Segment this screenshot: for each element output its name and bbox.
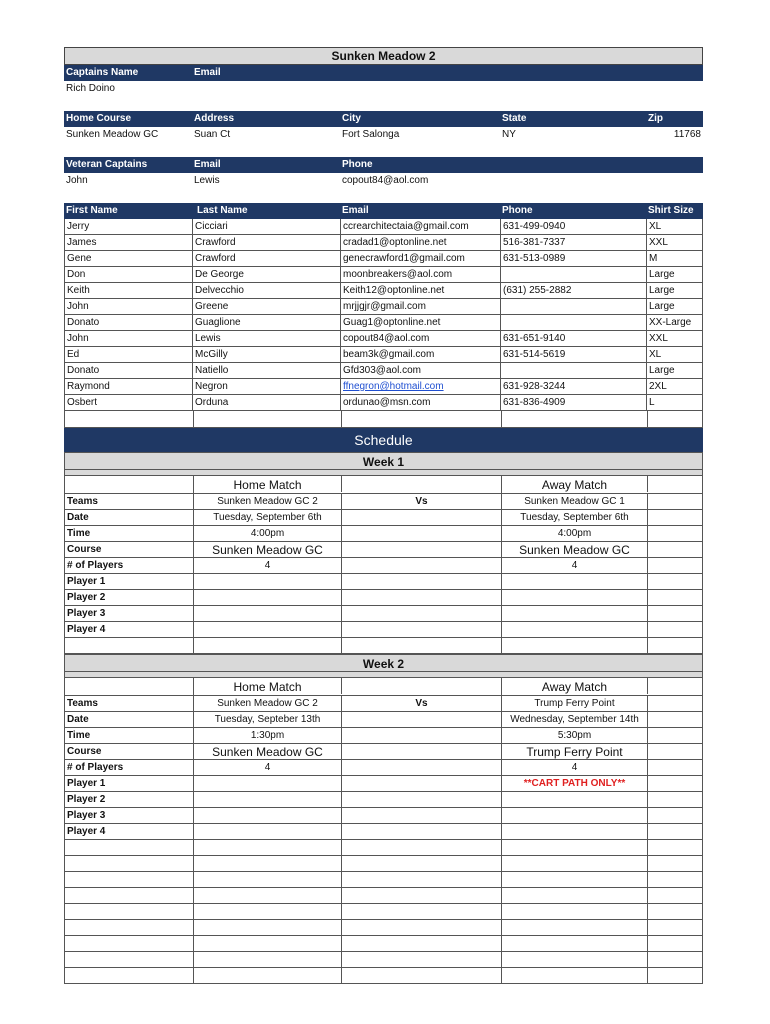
home-value: 1:30pm [193, 728, 341, 744]
away-value: 5:30pm [501, 728, 647, 744]
last-name-cell: Orduna [192, 395, 340, 411]
first-name-header: First Name [66, 205, 118, 216]
schedule-row [64, 590, 703, 606]
blank-cell [341, 638, 501, 654]
phone-header: Phone [502, 205, 533, 216]
veteran-email-header: Email [194, 159, 221, 170]
schedule-weeks [64, 452, 703, 840]
home-value [193, 622, 341, 638]
blank-cell [647, 696, 704, 712]
last-name-header: Last Name [197, 205, 248, 216]
first-name-cell: Ed [64, 347, 192, 363]
table-row [64, 347, 702, 363]
blank-cell [647, 678, 704, 694]
vs-label: Vs [341, 696, 501, 712]
blank-row [64, 936, 703, 952]
email-cell: cradad1@optonline.net [340, 235, 500, 251]
schedule-row [64, 558, 703, 574]
veteran-header [64, 157, 703, 173]
away-value [501, 824, 647, 840]
away-match-label: Away Match [501, 476, 647, 494]
schedule-row-label: Time [67, 528, 91, 539]
state: NY [502, 129, 516, 140]
shirt-size-cell: Large [646, 299, 703, 315]
blank-cell [501, 638, 647, 654]
blank-cell [341, 526, 501, 542]
schedule-row [64, 760, 703, 776]
shirt-size-cell: XL [646, 219, 703, 235]
first-name-cell: Keith [64, 283, 192, 299]
last-name-cell: De George [192, 267, 340, 283]
last-name-cell: McGilly [192, 347, 340, 363]
course-header [64, 111, 703, 127]
email-cell: beam3k@gmail.com [340, 347, 500, 363]
table-row [64, 267, 702, 283]
schedule-row [64, 606, 703, 622]
phone-cell: 631-514-5619 [500, 347, 646, 363]
schedule-row [64, 494, 703, 510]
email-cell: copout84@aol.com [340, 331, 500, 347]
blank-cell [647, 792, 704, 808]
blank-cell [341, 776, 501, 792]
away-value: Sunken Meadow GC 1 [501, 494, 647, 510]
roster-spacer-row [64, 411, 703, 428]
blank-cell [647, 808, 704, 824]
blank-cell [341, 808, 501, 824]
away-value [501, 606, 647, 622]
blank-cell [341, 574, 501, 590]
schedule-row [64, 792, 703, 808]
schedule-row [64, 526, 703, 542]
last-name-cell: Greene [192, 299, 340, 315]
phone-cell [500, 363, 646, 379]
schedule-row [64, 712, 703, 728]
last-name-cell: Crawford [192, 251, 340, 267]
blank-cell [341, 622, 501, 638]
schedule-row-label: Player 4 [67, 624, 106, 635]
away-value [501, 808, 647, 824]
blank-cell [341, 606, 501, 622]
match-header-row [64, 678, 703, 696]
blank-cell [647, 728, 704, 744]
away-value: Trump Ferry Point [501, 744, 647, 760]
away-value: Tuesday, September 6th [501, 510, 647, 526]
shirt-size-cell: XXL [646, 235, 703, 251]
schedule-row [64, 808, 703, 824]
week-label: Week 2 [64, 654, 703, 672]
table-row [64, 331, 702, 347]
home-value: 4 [193, 760, 341, 776]
home-value: Tuesday, September 6th [193, 510, 341, 526]
sheet-title: Sunken Meadow 2 [64, 47, 703, 65]
schedule-row-label: Player 4 [67, 826, 106, 837]
phone-cell: 631-651-9140 [500, 331, 646, 347]
blank-row [64, 968, 703, 984]
home-match-label: Home Match [193, 476, 341, 494]
first-name-cell: John [64, 299, 192, 315]
table-row [64, 315, 702, 331]
away-value: 4 [501, 760, 647, 776]
email-cell: Gfd303@aol.com [340, 363, 500, 379]
away-value: Trump Ferry Point [501, 696, 647, 712]
course-row [64, 127, 703, 143]
blank-cell [341, 542, 501, 558]
home-match-label: Home Match [193, 678, 341, 696]
schedule-row [64, 824, 703, 840]
blank-cell [647, 622, 704, 638]
away-value: Sunken Meadow GC [501, 542, 647, 558]
home-value [193, 590, 341, 606]
shirt-size-cell: XL [646, 347, 703, 363]
home-value [193, 824, 341, 840]
home-value: 4:00pm [193, 526, 341, 542]
shirt-size-cell: L [646, 395, 703, 411]
roster-header [64, 203, 703, 219]
zip-header: Zip [648, 113, 663, 124]
veteran-third: copout84@aol.com [342, 175, 429, 186]
blank-cell [647, 542, 704, 558]
blank-row [64, 856, 703, 872]
blank-cell [647, 712, 704, 728]
schedule-row-label: # of Players [67, 762, 124, 773]
veteran-phone-header: Phone [342, 159, 373, 170]
home-value: Sunken Meadow GC [193, 542, 341, 558]
schedule-row-label: Teams [67, 496, 98, 507]
captains-email-header: Email [194, 67, 221, 78]
blank-cell [65, 678, 193, 694]
table-row [64, 379, 702, 395]
blank-cell [647, 494, 704, 510]
schedule-row-label: Player 2 [67, 592, 106, 603]
first-name-cell: Donato [64, 363, 192, 379]
blank-cell [647, 760, 704, 776]
home-value: Sunken Meadow GC 2 [193, 696, 341, 712]
away-value [501, 590, 647, 606]
phone-cell: (631) 255-2882 [500, 283, 646, 299]
blank-cell [647, 824, 704, 840]
email-cell: genecrawford1@gmail.com [340, 251, 500, 267]
phone-cell: 516-381-7337 [500, 235, 646, 251]
last-name-cell: Lewis [192, 331, 340, 347]
schedule-row [64, 728, 703, 744]
home-value [193, 808, 341, 824]
match-header-row [64, 476, 703, 494]
blank-cell [647, 744, 704, 760]
email-cell: moonbreakers@aol.com [340, 267, 500, 283]
schedule-row [64, 510, 703, 526]
schedule-row-label: Course [67, 746, 102, 757]
sheet [64, 47, 703, 984]
blank-cell [65, 638, 193, 654]
schedule-row-label: Course [67, 544, 102, 555]
captains-row [64, 81, 703, 97]
blank-cell [341, 510, 501, 526]
first-name-cell: Osbert [64, 395, 192, 411]
away-value: Wednesday, September 14th [501, 712, 647, 728]
phone-cell: 631-928-3244 [500, 379, 646, 395]
schedule-row [64, 574, 703, 590]
city-header: City [342, 113, 361, 124]
blank-cell [647, 510, 704, 526]
veteran-row [64, 173, 703, 189]
last-name-cell: Negron [192, 379, 340, 395]
first-name-cell: Gene [64, 251, 192, 267]
shirt-size-header: Shirt Size [648, 205, 694, 216]
blank-row [64, 920, 703, 936]
table-row [64, 363, 702, 379]
blank-cell [647, 558, 704, 574]
last-name-cell: Crawford [192, 235, 340, 251]
blank-row [64, 840, 703, 856]
schedule-row [64, 744, 703, 760]
blank-cell [341, 476, 501, 492]
table-row [64, 299, 702, 315]
home-value [193, 792, 341, 808]
away-value [501, 792, 647, 808]
first-name-cell: Raymond [64, 379, 192, 395]
home-course-header: Home Course [66, 113, 132, 124]
veteran-first: John [66, 175, 88, 186]
phone-cell: 631-836-4909 [500, 395, 646, 411]
last-name-cell: Natiello [192, 363, 340, 379]
home-value: 4 [193, 558, 341, 574]
home-value [193, 776, 341, 792]
phone-cell [500, 315, 646, 331]
first-name-cell: John [64, 331, 192, 347]
blank-cell [341, 792, 501, 808]
blank-cell [647, 526, 704, 542]
phone-cell [500, 267, 646, 283]
home-course: Sunken Meadow GC [66, 129, 159, 140]
blank-cell [647, 776, 704, 792]
captain-email [192, 81, 342, 97]
blank-cell [647, 606, 704, 622]
schedule-row-label: # of Players [67, 560, 124, 571]
first-name-cell: Don [64, 267, 192, 283]
first-name-cell: Donato [64, 315, 192, 331]
schedule-row-label: Player 2 [67, 794, 106, 805]
last-name-cell: Delvecchio [192, 283, 340, 299]
email-cell: ordunao@msn.com [340, 395, 500, 411]
away-value [501, 622, 647, 638]
phone-cell: 631-513-0989 [500, 251, 646, 267]
first-name-cell: Jerry [64, 219, 192, 235]
email-cell: Guag1@optonline.net [340, 315, 500, 331]
schedule-title: Schedule [64, 428, 703, 452]
email-cell: Keith12@optonline.net [340, 283, 500, 299]
state-header: State [502, 113, 527, 124]
away-value [501, 574, 647, 590]
schedule-row-label: Player 1 [67, 576, 106, 587]
home-value: Sunken Meadow GC 2 [193, 494, 341, 510]
blank-cell [341, 744, 501, 760]
blank-cell [341, 824, 501, 840]
home-value [193, 574, 341, 590]
table-row [64, 235, 702, 251]
shirt-size-cell: Large [646, 363, 703, 379]
away-value: 4:00pm [501, 526, 647, 542]
zip: 11768 [673, 129, 701, 140]
away-value: **CART PATH ONLY** [501, 776, 647, 792]
phone-cell: 631-499-0940 [500, 219, 646, 235]
schedule-row-label: Teams [67, 698, 98, 709]
home-value: Tuesday, Septeber 13th [193, 712, 341, 728]
blank-cell [647, 590, 704, 606]
table-row [64, 395, 702, 411]
shirt-size-cell: Large [646, 267, 703, 283]
vs-label: Vs [341, 494, 501, 510]
address: Suan Ct [194, 129, 231, 140]
home-value: Sunken Meadow GC [193, 744, 341, 760]
blank-cell [341, 558, 501, 574]
veteran-second: Lewis [194, 175, 220, 186]
schedule-row [64, 542, 703, 558]
blank-cell [647, 476, 704, 492]
shirt-size-cell: Large [646, 283, 703, 299]
schedule-row-label: Time [67, 730, 91, 741]
away-match-label: Away Match [501, 678, 647, 696]
blank-cell [341, 678, 501, 694]
blank-row [64, 904, 703, 920]
email-header: Email [342, 205, 369, 216]
blank-rows [64, 840, 703, 984]
phone-cell [500, 299, 646, 315]
week-label: Week 1 [64, 452, 703, 470]
blank-cell [647, 638, 704, 654]
schedule-row-label: Date [67, 512, 89, 523]
schedule-row-label: Date [67, 714, 89, 725]
blank-cell [193, 638, 341, 654]
shirt-size-cell: XX-Large [646, 315, 703, 331]
captains-name-header: Captains Name [66, 67, 139, 78]
blank-cell [341, 712, 501, 728]
last-name-cell: Guaglione [192, 315, 340, 331]
last-name-cell: Cicciari [192, 219, 340, 235]
away-value: 4 [501, 558, 647, 574]
address-header: Address [194, 113, 235, 124]
blank-cell [65, 476, 193, 492]
table-row [64, 219, 702, 235]
blank-row [64, 638, 703, 654]
email-cell: ccrearchitectaia@gmail.com [340, 219, 500, 235]
schedule-row [64, 622, 703, 638]
shirt-size-cell: 2XL [646, 379, 703, 395]
shirt-size-cell: XXL [646, 331, 703, 347]
blank-cell [341, 728, 501, 744]
email-cell: mrjjgjr@gmail.com [340, 299, 500, 315]
blank-cell [341, 590, 501, 606]
schedule-row-label: Player 3 [67, 810, 106, 821]
table-row [64, 251, 702, 267]
blank-cell [341, 760, 501, 776]
email-cell[interactable]: ffnegron@hotmail.com [340, 379, 500, 395]
blank-row [64, 952, 703, 968]
blank-row [64, 888, 703, 904]
schedule-row-label: Player 3 [67, 608, 106, 619]
blank-cell [647, 574, 704, 590]
home-value [193, 606, 341, 622]
veteran-captains-header: Veteran Captains [66, 159, 148, 170]
shirt-size-cell: M [646, 251, 703, 267]
city: Fort Salonga [342, 129, 400, 140]
blank-row [64, 872, 703, 888]
schedule-row [64, 696, 703, 712]
captains-header [64, 65, 703, 81]
first-name-cell: James [64, 235, 192, 251]
schedule-row [64, 776, 703, 792]
roster-table [64, 219, 703, 411]
captain-name: Rich Doino [66, 83, 115, 94]
schedule-row-label: Player 1 [67, 778, 106, 789]
table-row [64, 283, 702, 299]
